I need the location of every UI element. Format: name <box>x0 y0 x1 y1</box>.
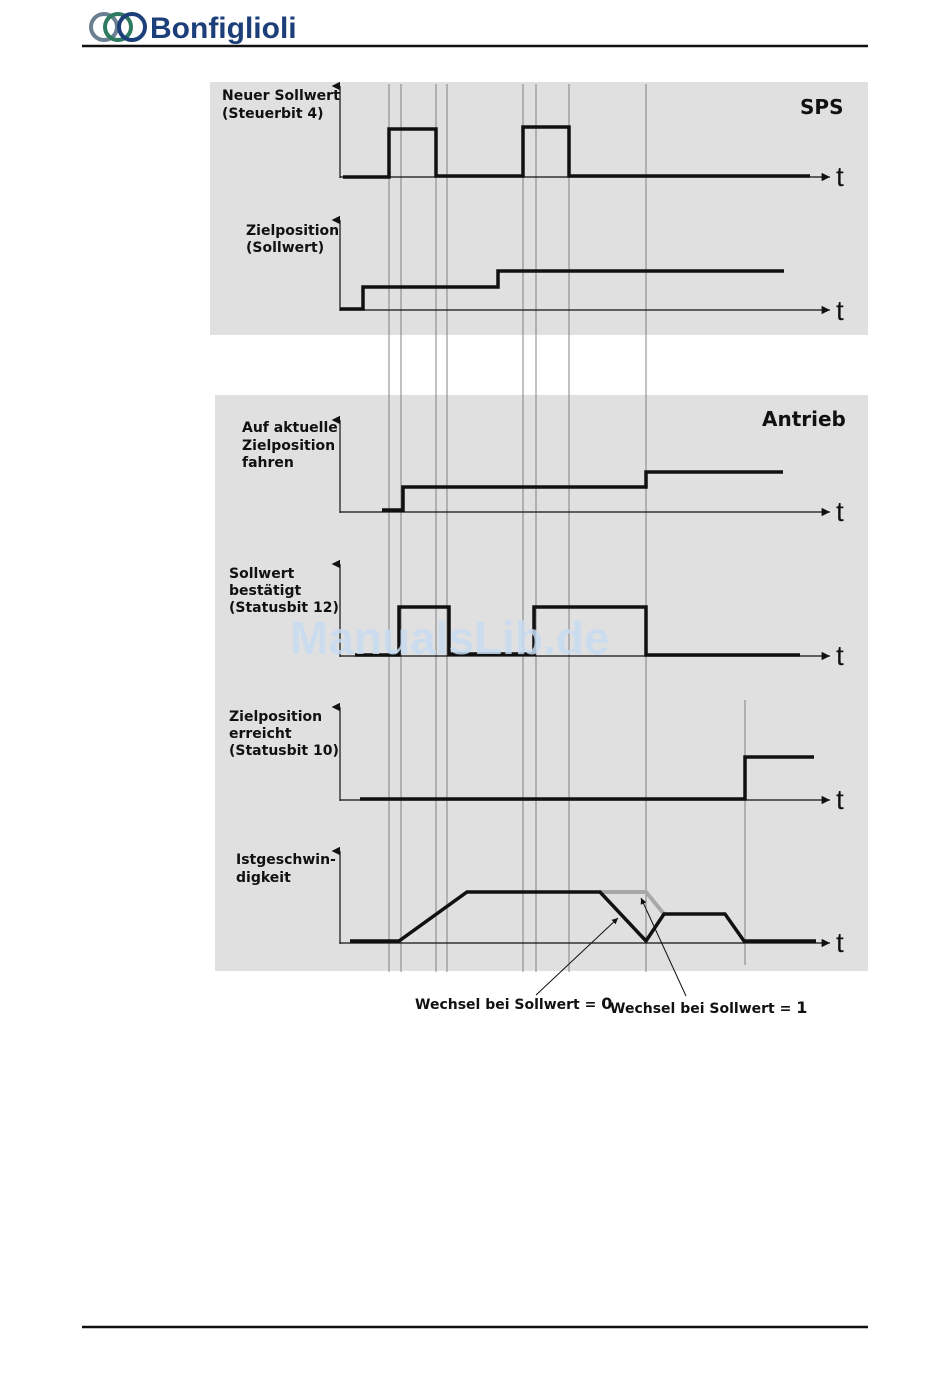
annotation-wechsel-0: Wechsel bei Sollwert = 0 <box>415 994 613 1013</box>
sps-title: SPS <box>800 95 844 119</box>
time-symbol: t <box>836 496 844 527</box>
antrieb-title: Antrieb <box>762 407 846 431</box>
label-line: (Statusbit 12) <box>229 600 339 616</box>
label-line: bestätigt <box>229 583 302 599</box>
label-line: fahren <box>242 455 294 471</box>
label-line: Zielposition <box>229 709 323 725</box>
time-symbol: t <box>836 784 844 815</box>
label-line: erreicht <box>229 726 292 742</box>
header-logo <box>91 12 297 45</box>
time-symbol: t <box>836 640 844 671</box>
time-symbol: t <box>836 927 844 958</box>
brand-name: Bonfiglioli <box>150 12 297 45</box>
annotation-wechsel-1: Wechsel bei Sollwert = 1 <box>610 998 808 1017</box>
label-line: Auf aktuelle <box>242 420 338 436</box>
label-line: digkeit <box>236 870 291 886</box>
label-line: (Steuerbit 4) <box>222 106 324 122</box>
label-line: Istgeschwin- <box>236 852 336 868</box>
label-line: Neuer Sollwert <box>222 88 340 104</box>
time-symbol: t <box>836 295 844 326</box>
label-line: Zielposition <box>242 438 336 454</box>
watermark: ManualsLib.de <box>290 612 610 664</box>
bonfiglioli-gear-logo-icon <box>91 14 145 40</box>
time-symbol: t <box>836 161 844 192</box>
label-line: (Statusbit 10) <box>229 743 339 759</box>
label-line: (Sollwert) <box>246 240 325 256</box>
label-line: Sollwert <box>229 566 295 582</box>
label-line: Zielposition <box>246 223 340 239</box>
antrieb-panel <box>215 395 868 971</box>
